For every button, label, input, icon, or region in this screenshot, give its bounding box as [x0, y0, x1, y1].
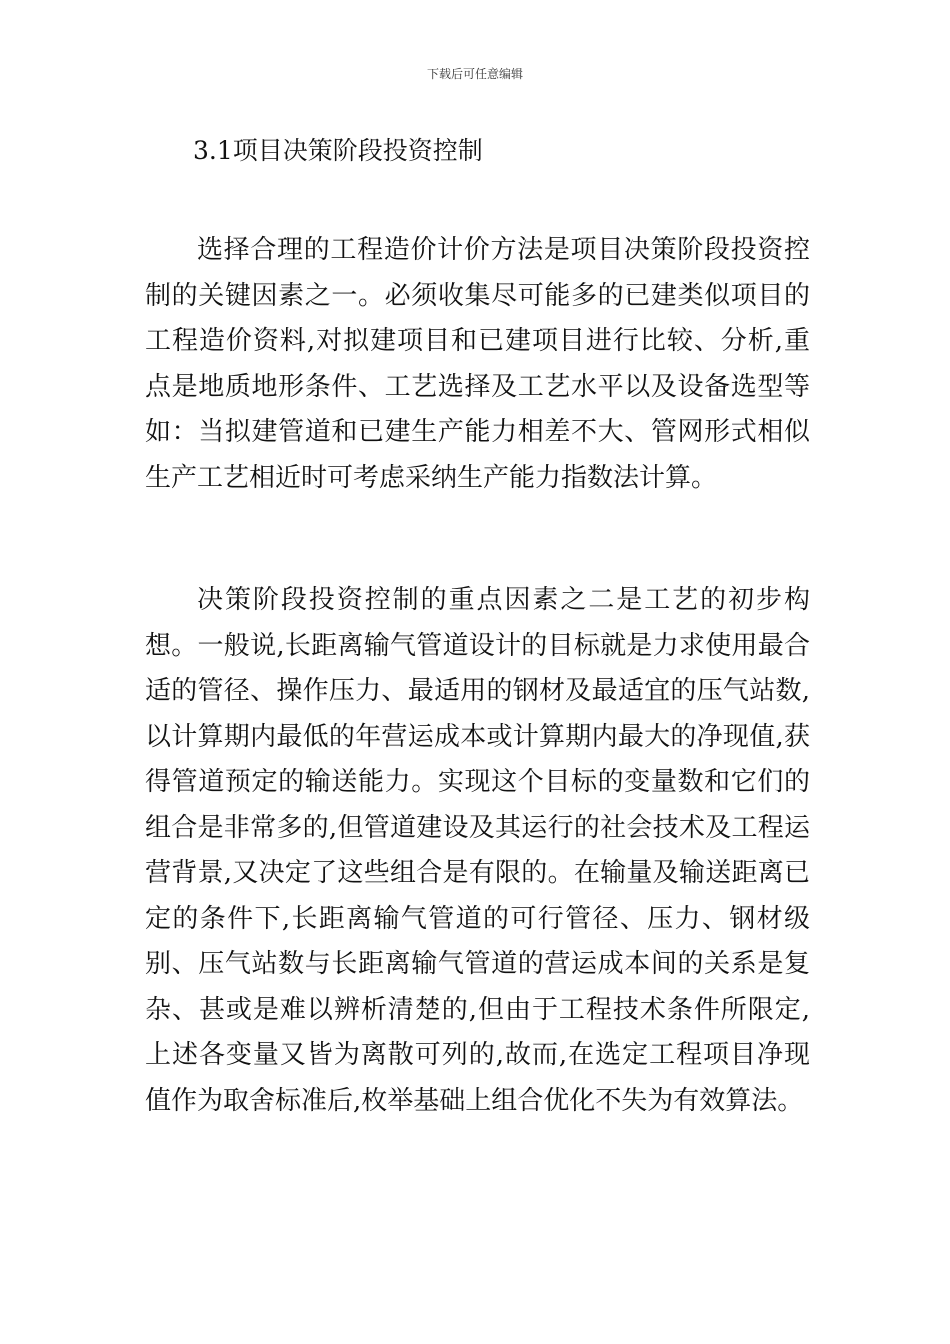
paragraph-1: 选择合理的工程造价计价方法是项目决策阶段投资控制的关键因素之一。必须收集尽可能多的已建类似项目的工程造价资料,对拟建项目和已建项目进行比较、分析,重点是地质地形条件、工艺选择及工艺水平以及设备选型等如：当拟建管道和已建生产能力相差不大、管网形式相似生产工艺相近时可考虑采纳生产能力指数法计算。	[145, 235, 810, 493]
section-heading: 3.1项目决策阶段投资控制	[193, 136, 483, 165]
header-note: 下载后可任意编辑	[426, 67, 523, 81]
paragraph-2: 决策阶段投资控制的重点因素之二是工艺的初步构想。一般说,长距离输气管道设计的目标就是力求使用最合适的管径、操作压力、最适用的钢材及最适宜的压气站数,以计算期内最低的年营运成本或计算期内最大的净现值,获得管道预定的输送能力。实现这个目标的变量数和它们的组合是非常多的,但管道建设及其运行的社会技术及工程运营背景,又决定了这些组合是有限的。在输量及输送距离已定的条件下,长距离输气管道的可行管径、压力、钢材级别、压气站数与长距离输气管道的营运成本间的关系是复杂、甚或是难以辨析清楚的,但由于工程技术条件所限定,上述各变量又皆为离散可列的,故而,在选定工程项目净现值作为取舍标准后,枚举基础上组合优化不失为有效算法。	[145, 585, 810, 1116]
